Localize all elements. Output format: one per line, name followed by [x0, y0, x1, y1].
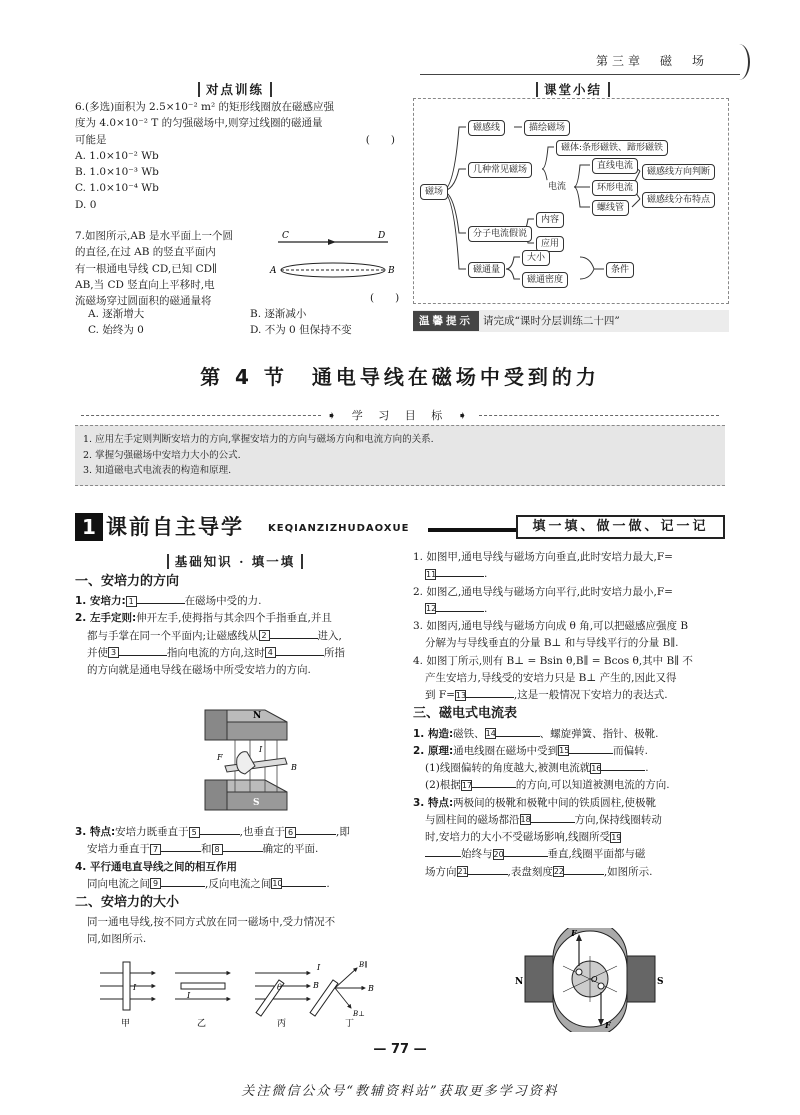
- practice-title: 对点训练: [75, 80, 395, 99]
- banner-title: 课前自主导学: [106, 515, 244, 539]
- q6-option-c: C. 1.0×10⁻⁴ Wb: [75, 182, 159, 195]
- fig1-i: I: [259, 745, 263, 754]
- goal-1: 1. 应用左手定则判断安培力的方向,掌握安培力的方向与磁场方向和电流方向的关系.: [83, 434, 434, 445]
- fig1-s: S: [253, 798, 260, 808]
- fig-jia-i: I: [133, 983, 137, 992]
- galv-n: N: [515, 977, 524, 987]
- reminder-bar: [413, 310, 729, 332]
- node-magnet: 磁体:条形磁铁、蹄形磁铁: [556, 140, 668, 156]
- node-current: 电流: [544, 180, 570, 194]
- node-ring: 环形电流: [592, 180, 638, 196]
- fig1-b: B: [291, 763, 297, 772]
- node-common-fields: 几种常见磁场: [468, 162, 532, 178]
- question-6: 6.(多选)面积为 2.5×10⁻² m² 的矩形线圈放在磁感应强 度为 4.0×10⁻² T 的匀强磁场中,则穿过线圈的磁通量 可能是 ( ) A. 1.0×10⁻² Wb B. 1.0×10⁻³ Wb C. 1.0×10⁻⁴ Wb D. 0: [75, 99, 395, 213]
- q6-option-a: A. 1.0×10⁻² Wb: [75, 149, 159, 162]
- fig-yi-i: I: [187, 991, 191, 1000]
- heading-magnitude: 二、安培力的大小: [75, 895, 180, 911]
- galv-f-top: F: [571, 928, 577, 938]
- left-hand-figure: [195, 700, 305, 815]
- left-column-lower: 3. 特点:安培力既垂直于 5 ,也垂直于 6 ,即 安培力垂直于 7 和 8 确定的平面. 4. 平行通电直导线之间的相互作用 同向电流之间 9 ,反向电流之间10 . 二、安培力的大小 同一通电导线,按不同方式放在同一磁场中,受力情况不 同,如图所示.: [75, 824, 405, 949]
- node-magnitude: 大小: [522, 250, 550, 266]
- node-content: 内容: [536, 212, 564, 228]
- node-flux-density: 磁通密度: [522, 272, 568, 288]
- node-field-lines: 磁感线: [468, 120, 505, 136]
- banner-slogan: 填一填、做一做、记一记: [516, 515, 725, 539]
- fig1-f: F: [217, 753, 223, 762]
- section-title: 第 4 节 通电导线在磁场中受到的力: [200, 365, 600, 389]
- label-d: D: [378, 231, 386, 241]
- right-column: 1. 如图甲,通电导线与磁场方向垂直,此时安培力最大,F= 11 . 2. 如图乙,通电导线与磁场方向平行,此时安培力最小,F= 12 . 3. 如图丙,通电导线与磁场方向成 θ 角,可以把磁感应强度 B 分解为与导线垂直的分量 B⊥ 和与导线平行的分量 B∥. 4. 如图丁所示,则有 B⊥ = Bsin θ,B∥ = Bcos θ,其中 B∥ 不 产生安培力,导线受的安培力只是 B⊥ 产生的,因此又得 到 F=13 ,这是一般情况下安培力的表达式. 三、磁电式电流表 1. 构造:磁铁、14 、螺旋弹簧、指针、极靴. 2. 原理:通电线圈在磁场中受到15 而偏转. (1)线圈偏转的角度越大,被测电流就16 . (2)根据17 的方向,可以知道被测电流的方向. 3. 特点:两极间的极靴和极靴中间的铁质圆柱,使极靴 与圆柱间的磁场都沿18 方向,保持线圈转动 时,安培力的大小不受磁场影响,线圈所受19 始终与20 垂直,线圈平面都与磁 场方向21 ,表盘刻度22 ,如图所示.: [413, 549, 728, 881]
- goal-2: 2. 掌握匀强磁场中安培力大小的公式.: [83, 449, 241, 461]
- q7-paren: ( ): [370, 292, 400, 304]
- q7-figure: [268, 228, 398, 290]
- footer-note: 关注微信公众号“教辅资料站”获取更多学习资料: [241, 1084, 559, 1099]
- page-number: — 77 —: [373, 1042, 427, 1057]
- q7-option-b: B. 逐渐减小: [250, 308, 307, 320]
- goals-heading: ➧ 学 习 目 标 ➧: [75, 407, 725, 424]
- current-arrow: [328, 239, 336, 245]
- galv-o: O: [591, 975, 598, 984]
- label-b: B: [388, 266, 395, 276]
- q7-option-d: D. 不为 0 但保持不变: [250, 324, 352, 336]
- node-describe: 描绘磁场: [524, 120, 570, 136]
- summary-box: [413, 98, 729, 304]
- fig-label-ding: 丁: [345, 1019, 355, 1029]
- banner-number: 1: [75, 513, 103, 541]
- label-c: C: [282, 231, 289, 241]
- question-7: 7.如图所示,AB 是水平面上一个圆 的直径,在过 AB 的竖直平面内 有一根通电导线 CD,已知 CD∥ AB,当 CD 竖直向上平移时,电 流磁场穿过圆面积的磁通量将: [75, 230, 233, 308]
- header-rule: [420, 74, 740, 75]
- galvanometer-figure: [515, 928, 665, 1032]
- node-root: 磁场: [420, 184, 448, 200]
- node-direction: 磁感线方向判断: [642, 164, 715, 180]
- reminder-label: 温馨提示: [413, 311, 479, 331]
- banner-pinyin: KEQIANZIZHUDAOXUE: [268, 523, 410, 534]
- left-column: 一、安培力的方向 1. 安培力: 1 在磁场中受的力. 2. 左手定则:伸开左手,使拇指与其余四个手指垂直,并且 都与手掌在同一个平面内;让磁感线从 2 进入, 并使 3 指向电流的方向,这时 4 所指 的方向就是通电导线在磁场中所受安培力的方向.: [75, 572, 405, 679]
- node-distribution: 磁感线分布特点: [642, 192, 715, 208]
- fig-label-jia: 甲: [121, 1019, 131, 1029]
- chapter-header: 第三章 磁 场: [595, 54, 708, 68]
- node-application: 应用: [536, 236, 564, 252]
- goals-box: [75, 425, 725, 486]
- fig-label-bing: 丙: [277, 1019, 287, 1029]
- summary-title: 课堂小结: [413, 80, 733, 99]
- node-condition: 条件: [606, 262, 634, 278]
- fig-ding-b: B: [368, 984, 374, 993]
- q6-option-b: B. 1.0×10⁻³ Wb: [75, 166, 159, 179]
- heading-direction: 一、安培力的方向: [75, 574, 180, 589]
- q7-option-c: C. 始终为 0: [88, 324, 144, 336]
- header-bracket: [732, 44, 750, 80]
- node-flux: 磁通量: [468, 262, 505, 278]
- banner-rule: [428, 528, 518, 532]
- q7-option-a: A. 逐渐增大: [88, 308, 145, 320]
- node-straight: 直线电流: [592, 158, 638, 174]
- goal-3: 3. 知道磁电式电流表的构造和原理.: [83, 465, 232, 477]
- node-molecular: 分子电流假说: [468, 226, 532, 242]
- q6-option-d: D. 0: [75, 198, 97, 211]
- force-figures: [95, 958, 395, 1030]
- fig-bing-theta: θ: [277, 983, 282, 992]
- node-solenoid: 螺线管: [592, 200, 629, 216]
- fig-ding-bpar: B∥: [359, 961, 368, 969]
- heading-meter: 三、磁电式电流表: [413, 706, 518, 722]
- galv-s: S: [657, 977, 664, 987]
- galv-f-bottom: F: [605, 1020, 611, 1030]
- basic-knowledge-title: 基础知识 · 填一填: [75, 552, 395, 571]
- fig-bing-b: B: [313, 981, 319, 990]
- reminder-text: 请完成“课时分层训练二十四”: [483, 314, 620, 327]
- label-a: A: [270, 266, 277, 276]
- fig1-n: N: [253, 711, 262, 721]
- fig-ding-i: I: [317, 963, 321, 972]
- fig-label-yi: 乙: [197, 1019, 207, 1029]
- fig-ding-bperp: B⊥: [353, 1010, 365, 1018]
